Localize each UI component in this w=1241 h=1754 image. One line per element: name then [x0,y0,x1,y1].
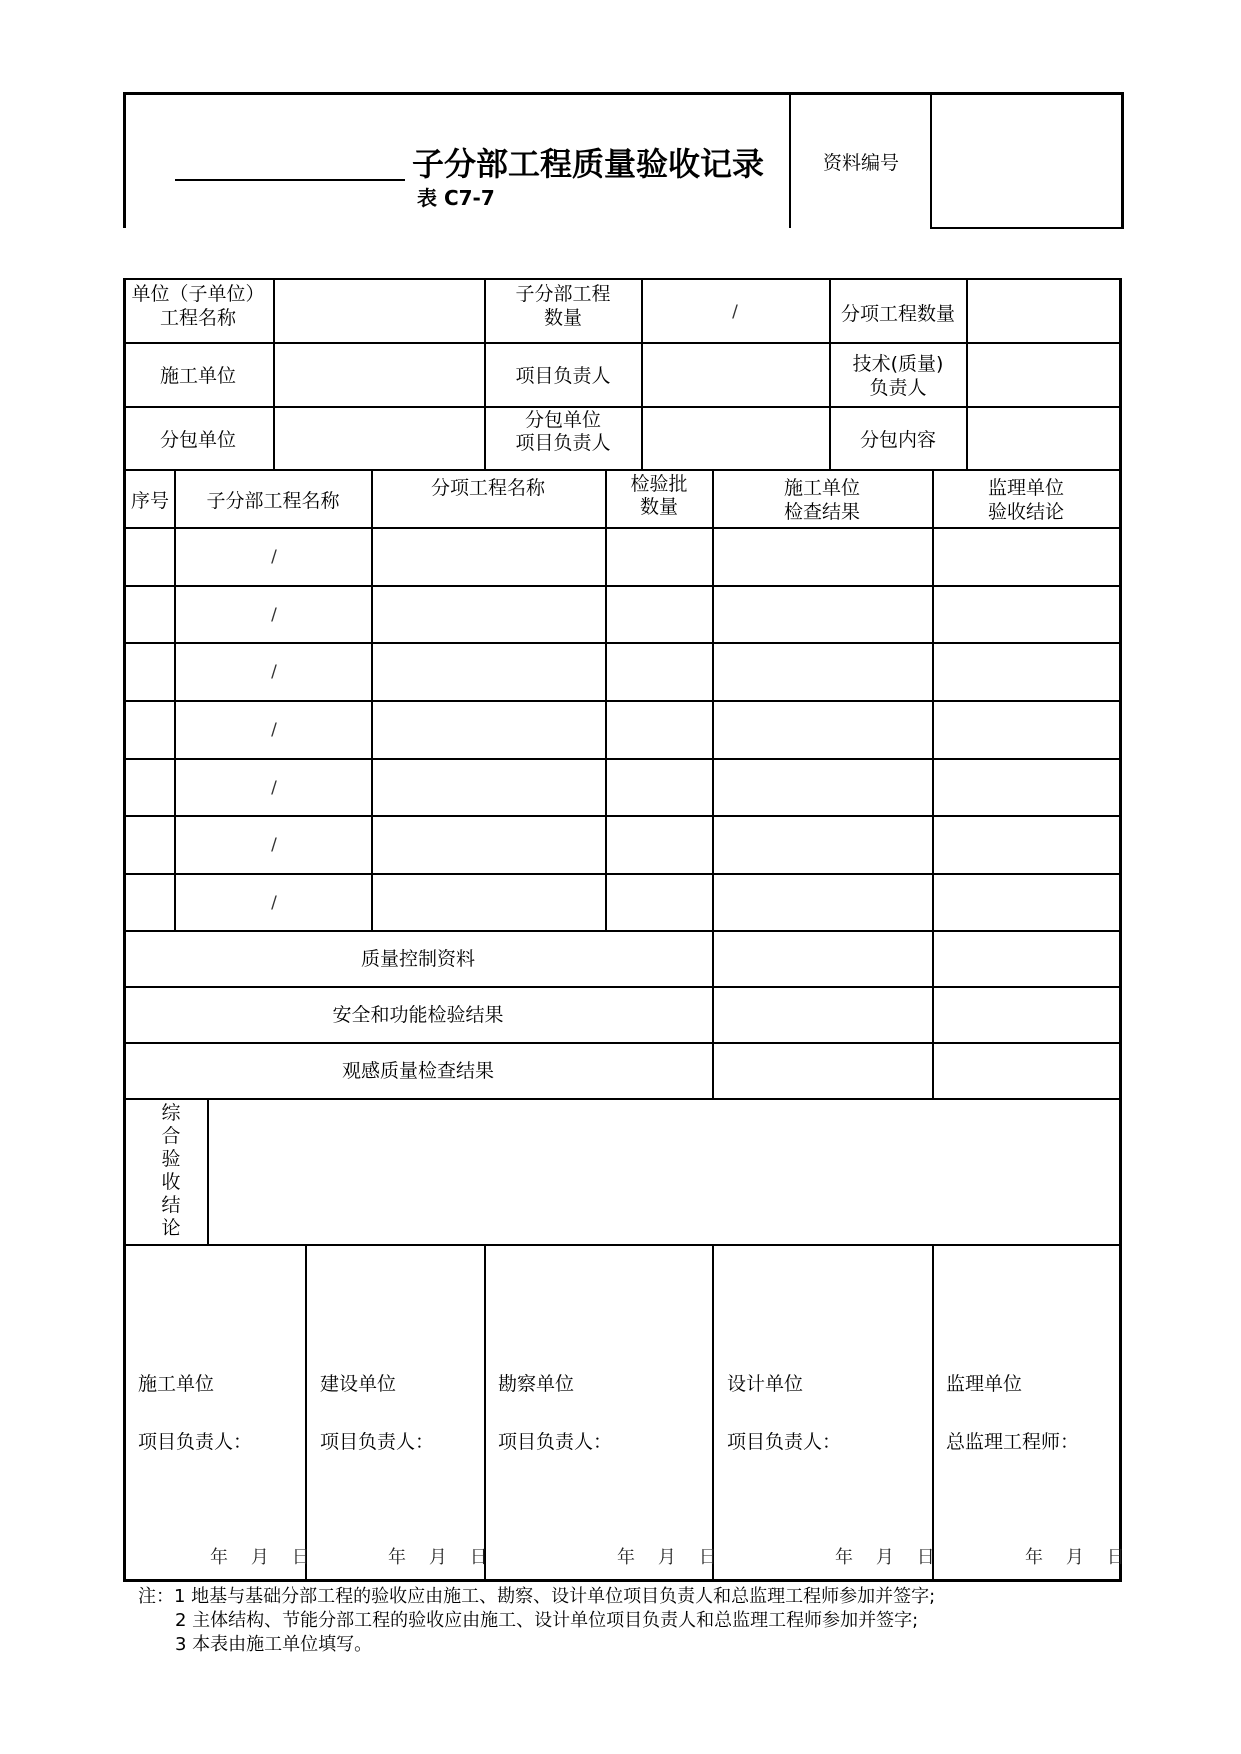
sub-leader-label-line1: 分包单位 [524,409,602,431]
unit-name-label-line2: 工程名称 [159,307,237,329]
conclusion-label: 综合验收结论 [161,1102,181,1239]
note-1: 注：1 地基与基础分部工程的验收应由施工、勘察、设计单位项目负责人和总监理工程师参加并签字; [138,1586,936,1607]
doc-number-label: 资料编号 [823,152,900,174]
item-count-label: 分项工程数量 [840,303,956,325]
table-row[interactable] [126,587,1119,642]
quality-docs-accept-field[interactable] [934,932,1119,986]
construction-unit-field[interactable] [275,344,484,406]
tech-leader-field[interactable] [968,344,1119,406]
signature-role-design: 项目负责人： [727,1431,842,1453]
row-subpart-value: / [271,835,277,855]
safety-results-label: 安全和功能检验结果 [332,1004,504,1026]
page-title: 子分部工程质量验收记录 [412,145,765,183]
project-leader-field[interactable] [643,344,829,406]
subpart-count-label-line2: 数量 [543,307,583,329]
sub-content-field[interactable] [968,408,1119,469]
table-row[interactable] [126,817,1119,873]
sub-content-label: 分包内容 [859,429,937,451]
safety-check-field[interactable] [714,988,932,1042]
row-subpart-value: / [271,662,277,682]
signature-unit-supervision: 监理单位 [946,1373,1023,1395]
signature-date-design: 年 月 日 [835,1547,935,1568]
appearance-check-field[interactable] [714,1044,932,1098]
column-header-seq: 序号 [130,490,170,512]
row-subpart-value: / [271,605,277,625]
column-header-subpart-name: 子分部工程名称 [206,490,340,512]
table-row[interactable] [126,702,1119,758]
tech-leader-label-line1: 技术(质量) [852,353,944,375]
subpart-count-value: / [732,302,738,322]
sub-unit-label: 分包单位 [159,429,237,451]
safety-accept-field[interactable] [934,988,1119,1042]
title-blank-underline [175,179,405,181]
table-row[interactable] [126,529,1119,585]
construction-unit-label: 施工单位 [159,365,237,387]
row-subpart-value: / [271,893,277,913]
note-2: 2 主体结构、节能分部工程的验收应由施工、设计单位项目负责人和总监理工程师参加并签字; [175,1610,919,1631]
column-header-item-name: 分项工程名称 [430,477,546,499]
unit-name-field[interactable] [275,280,484,342]
quality-docs-label: 质量控制资料 [360,948,476,970]
row-subpart-value: / [271,778,277,798]
row-subpart-value: / [271,720,277,740]
quality-docs-check-field[interactable] [714,932,932,986]
signature-date-owner: 年 月 日 [388,1547,488,1568]
table-row[interactable] [126,760,1119,815]
signature-role-survey: 项目负责人： [498,1431,613,1453]
column-header-batch-line1: 检验批 [630,473,688,495]
column-header-check-line2: 检查结果 [783,501,861,523]
signature-unit-survey: 勘察单位 [498,1373,575,1395]
signature-unit-construction: 施工单位 [138,1373,215,1395]
column-header-check-line1: 施工单位 [783,477,861,499]
tech-leader-label-line2: 负责人 [869,377,927,399]
signature-date-survey: 年 月 日 [617,1547,717,1568]
sub-leader-label-line2: 项目负责人 [515,432,611,454]
table-row[interactable] [126,644,1119,700]
unit-name-label-line1: 单位（子单位） [131,283,265,305]
note-3: 3 本表由施工单位填写。 [175,1634,373,1655]
signature-role-supervision: 总监理工程师： [946,1431,1080,1453]
project-leader-label: 项目负责人 [515,365,611,387]
conclusion-field[interactable] [209,1100,1119,1244]
signature-role-construction: 项目负责人： [138,1431,253,1453]
subpart-count-label-line1: 子分部工程 [515,283,611,305]
sub-leader-field[interactable] [643,408,829,469]
signature-date-construction: 年 月 日 [210,1547,310,1568]
signature-unit-owner: 建设单位 [320,1373,397,1395]
column-header-accept-line2: 验收结论 [987,501,1065,523]
signature-role-owner: 项目负责人： [320,1431,435,1453]
doc-number-field[interactable] [933,95,1120,226]
column-header-accept-line1: 监理单位 [987,477,1065,499]
table-number: 表 C7-7 [417,186,495,210]
appearance-results-label: 观感质量检查结果 [341,1060,495,1082]
table-row[interactable] [126,875,1119,930]
sub-unit-field[interactable] [275,408,484,469]
appearance-accept-field[interactable] [934,1044,1119,1098]
column-header-batch-line2: 数量 [639,496,679,518]
signature-date-supervision: 年 月 日 [1025,1547,1125,1568]
item-count-field[interactable] [968,280,1119,342]
row-subpart-value: / [271,547,277,567]
signature-unit-design: 设计单位 [727,1373,804,1395]
